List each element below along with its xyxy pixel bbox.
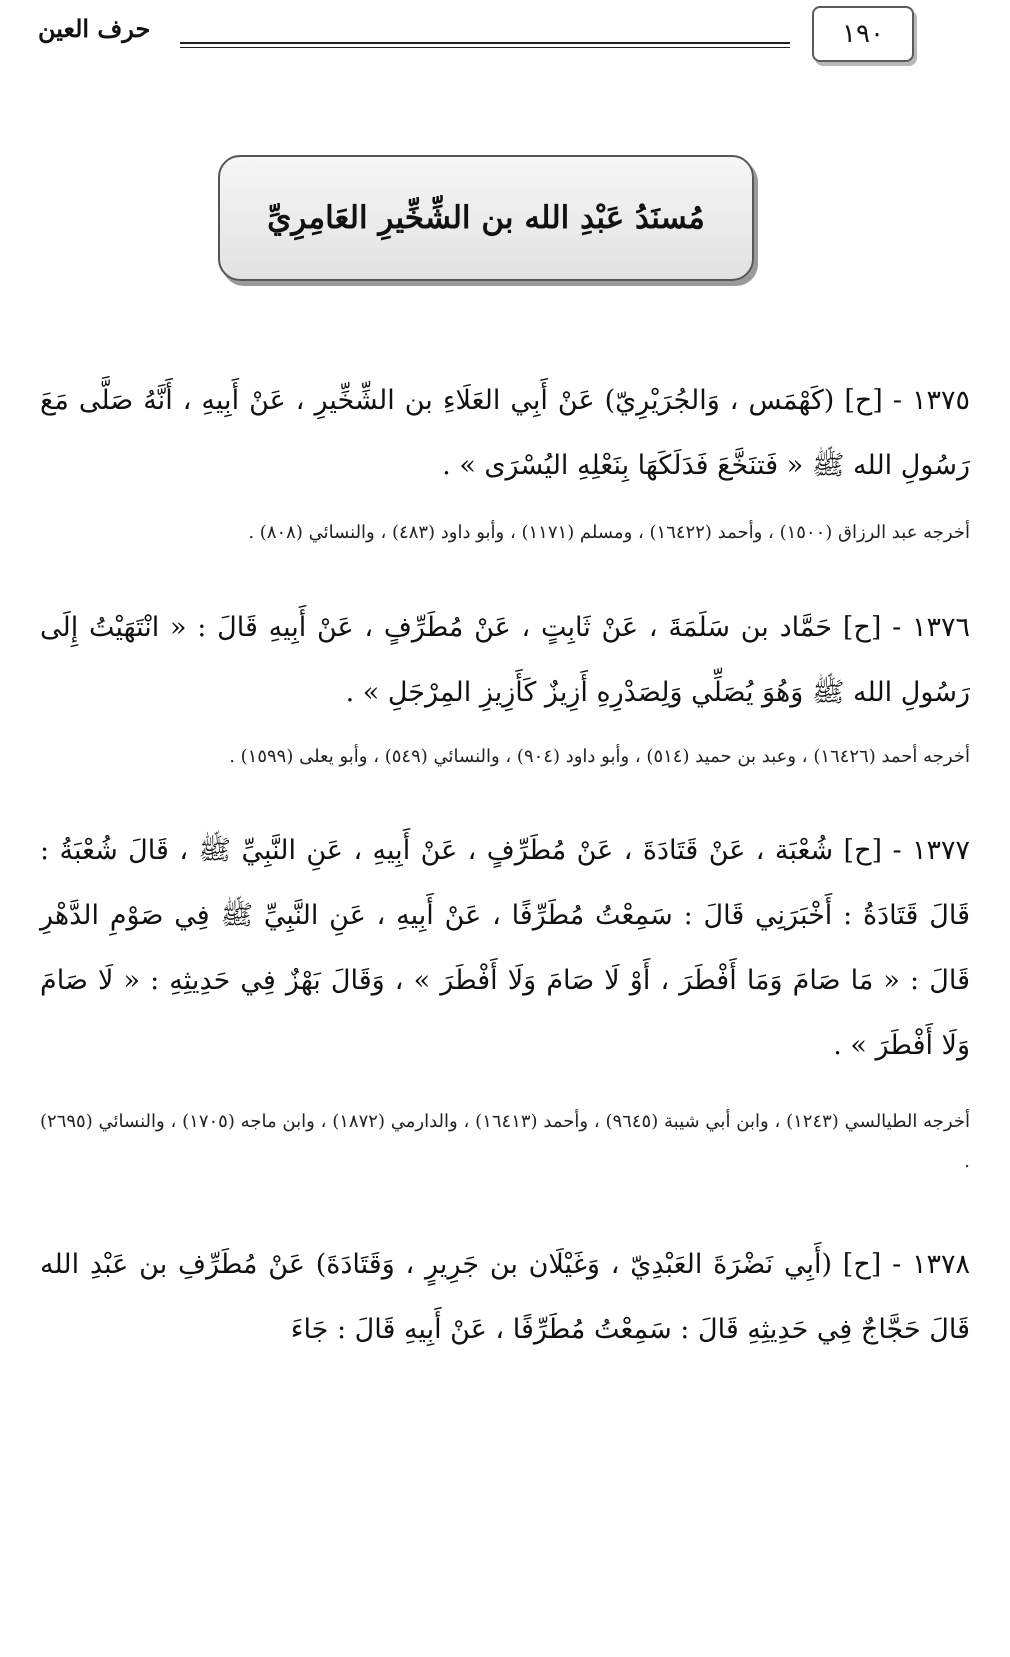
takhrij-1376: أخرجه أحمد (١٦٤٢٦) ، وعبد بن حميد (٥١٤) ، وأبو داود (٩٠٤) ، والنسائي (٥٤٩) ، وأبو يعلى (١٥٩٩) .: [229, 746, 970, 767]
takhrij-1377: أخرجه الطيالسي (١٢٤٣) ، وابن أبي شيبة (٩٦٤٥) ، وأحمد (١٦٤١٣) ، والدارمي (١٨٧٢) ، وابن ماجه (١٧٠٥) ، والنسائي (٢٦٩٥) .: [40, 1111, 970, 1172]
header-rule: [180, 42, 790, 44]
hadith-1377: ١٣٧٧ - [ح] شُعْبَة ، عَنْ قَتَادَةَ ، عَنْ مُطَرِّفٍ ، عَنْ أَبِيهِ ، عَنِ النَّبِيِّ ﷺ ، قَالَ شُعْبَةُ : قَالَ قَتَادَةُ : أَخْبَرَنِي قَالَ : سَمِعْتُ مُطَرِّفًا ، عَنْ أَبِيهِ ، عَنِ النَّبِيِّ ﷺ فِي صَوْمِ الدَّهْرِ قَالَ : « مَا صَامَ وَمَا أَفْطَرَ ، أَوْ لَا صَامَ وَلَا أَفْطَرَ » ، وَقَالَ بَهْزٌ فِي حَدِيثِهِ : « لَا صَامَ وَلَا أَفْطَرَ » .: [40, 835, 970, 1061]
hadith-1378: ١٣٧٨ - [ح] (أَبِي نَضْرَةَ العَبْدِيّ ، وَغَيْلَان بن جَرِيرٍ ، وَقَتَادَةَ) عَنْ مُطَرِّفِ بن عَبْدِ الله قَالَ حَجَّاجٌ فِي حَدِيثِهِ قَالَ : سَمِعْتُ مُطَرِّفًا ، عَنْ أَبِيهِ قَالَ : جَاءَ: [40, 1249, 970, 1345]
page-number-badge: [812, 6, 914, 62]
musnad-title: مُسنَدُ عَبْدِ الله بن الشِّخِّيرِ العَامِرِيِّ: [267, 200, 705, 236]
hadith-1375: ١٣٧٥ - [ح] (كَهْمَس ، وَالجُرَيْرِيّ) عَنْ أَبِي العَلَاءِ بن الشِّخِّيرِ ، عَنْ أَبِيهِ ، أَنَّهُ صَلَّى مَعَ رَسُولِ الله ﷺ « فَتنَخَّعَ فَدَلَكَهَا بِنَعْلِهِ اليُسْرَى » .: [40, 385, 970, 481]
hadith-1376: ١٣٧٦ - [ح] حَمَّاد بن سَلَمَةَ ، عَنْ ثَابِتٍ ، عَنْ مُطَرِّفٍ ، عَنْ أَبِيهِ قَالَ : « انْتَهَيْتُ إِلَى رَسُولِ الله ﷺ وَهُوَ يُصَلِّي وَلِصَدْرِهِ أَزِيزٌ كَأَزِيزِ المِرْجَلِ » .: [40, 612, 970, 708]
chapter-title: حرف العين: [38, 14, 151, 43]
musnad-title-box: [218, 155, 754, 281]
page-number: ١٩٠: [842, 19, 884, 49]
takhrij-1375: أخرجه عبد الرزاق (١٥٠٠) ، وأحمد (١٦٤٢٢) ، ومسلم (١١٧١) ، وأبو داود (٤٨٣) ، والنسائي (٨٠٨) .: [248, 522, 970, 543]
